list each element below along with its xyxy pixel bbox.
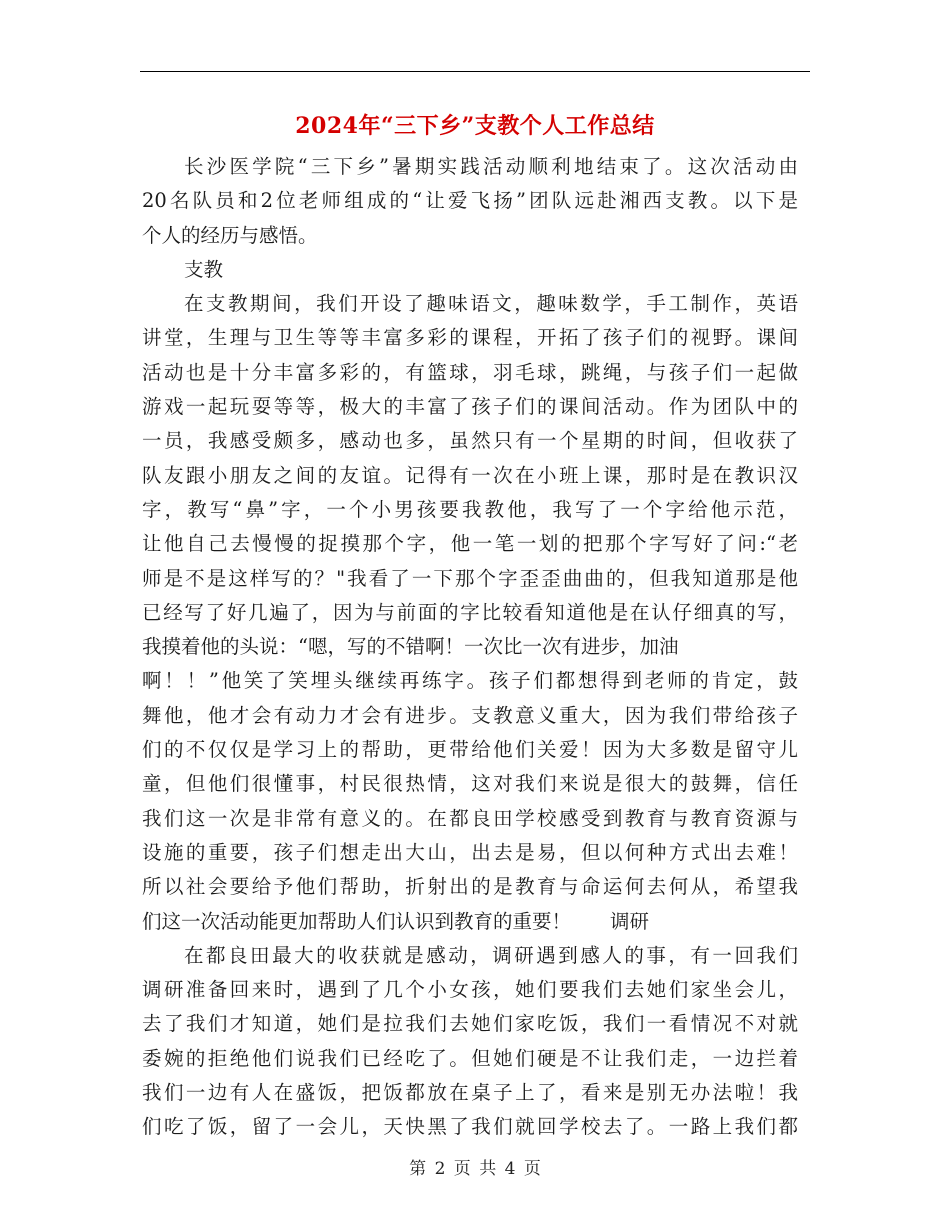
body-line: 委婉的拒绝他们说我们已经吃了。但她们硬是不让我们走，一边拦着 xyxy=(142,1046,798,1070)
body-line: 20名队员和2位老师组成的“让爱飞扬”团队远赴湘西支教。以下是 xyxy=(142,189,798,213)
body-line: 讲堂，生理与卫生等等丰富多彩的课程，开拓了孩子们的视野。课间 xyxy=(142,326,798,350)
body-line: 童，但他们很懂事，村民很热情，这对我们来说是很大的鼓舞，信任 xyxy=(142,772,798,796)
body-line: 所以社会要给予他们帮助，折射出的是教育与命运何去何从，希望我 xyxy=(142,875,798,899)
page-number: 第 2 页 共 4 页 xyxy=(409,1159,541,1179)
body-line: 们这一次活动能更加帮助人们认识到教育的重要！ 调研 xyxy=(142,909,650,933)
body-line: 我们一边有人在盛饭，把饭都放在桌子上了，看来是别无办法啦！我 xyxy=(142,1081,798,1105)
body-line: 字，教写“鼻”字，一个小男孩要我教他，我写了一个字给他示范， xyxy=(142,497,798,521)
body-line: 游戏一起玩耍等等，极大的丰富了孩子们的课间活动。作为团队中的 xyxy=(142,395,798,419)
body-line: 在支教期间，我们开设了趣味语文，趣味数学，手工制作，英语 xyxy=(184,292,798,316)
body-line: 舞他，他才会有动力才会有进步。支教意义重大，因为我们带给孩子 xyxy=(142,703,798,727)
section-heading: 支教 xyxy=(184,257,224,281)
body-line: 在都良田最大的收获就是感动，调研遇到感人的事，有一回我们 xyxy=(184,943,798,967)
body-line: 我摸着他的头说：“嗯，写的不错啊！一次比一次有进步，加油 xyxy=(142,635,679,659)
body-line: 师是不是这样写的？"我看了一下那个字歪歪曲曲的，但我知道那是他 xyxy=(142,566,798,590)
body-line: 已经写了好几遍了，因为与前面的字比较看知道他是在认仔细真的写， xyxy=(142,600,798,624)
body-line: 们吃了饭，留了一会儿，天快黑了我们就回学校去了。一路上我们都 xyxy=(142,1115,798,1139)
body-line: 让他自己去慢慢的捉摸那个字，他一笔一划的把那个字写好了问:“老 xyxy=(142,532,798,556)
body-line: 一员，我感受颇多，感动也多，虽然只有一个星期的时间，但收获了 xyxy=(142,429,798,453)
body-line: 啊！！”他笑了笑埋头继续再练字。孩子们都想得到老师的肯定，鼓 xyxy=(142,669,798,693)
body-line: 个人的经历与感悟。 xyxy=(142,223,318,247)
document-body xyxy=(142,150,798,1145)
header-rule xyxy=(140,71,810,72)
body-line: 去了我们才知道，她们是拉我们去她们家吃饭，我们一看情况不对就 xyxy=(142,1012,798,1036)
body-line: 设施的重要，孩子们想走出大山，出去是易，但以何种方式出去难！ xyxy=(142,840,798,864)
body-line: 队友跟小朋友之间的友谊。记得有一次在小班上课，那时是在教识汉 xyxy=(142,463,798,487)
document-title: 2024年“三下乡”支教个人工作总结 xyxy=(295,113,655,139)
body-line: 活动也是十分丰富多彩的，有篮球，羽毛球，跳绳，与孩子们一起做 xyxy=(142,360,798,384)
body-line: 们的不仅仅是学习上的帮助，更带给他们关爱！因为大多数是留守儿 xyxy=(142,738,798,762)
body-line: 我们这一次是非常有意义的。在都良田学校感受到教育与教育资源与 xyxy=(142,806,798,830)
body-line: 长沙医学院“三下乡”暑期实践活动顺利地结束了。这次活动由 xyxy=(184,155,798,178)
body-line: 调研准备回来时，遇到了几个小女孩，她们要我们去她们家坐会儿， xyxy=(142,978,798,1002)
